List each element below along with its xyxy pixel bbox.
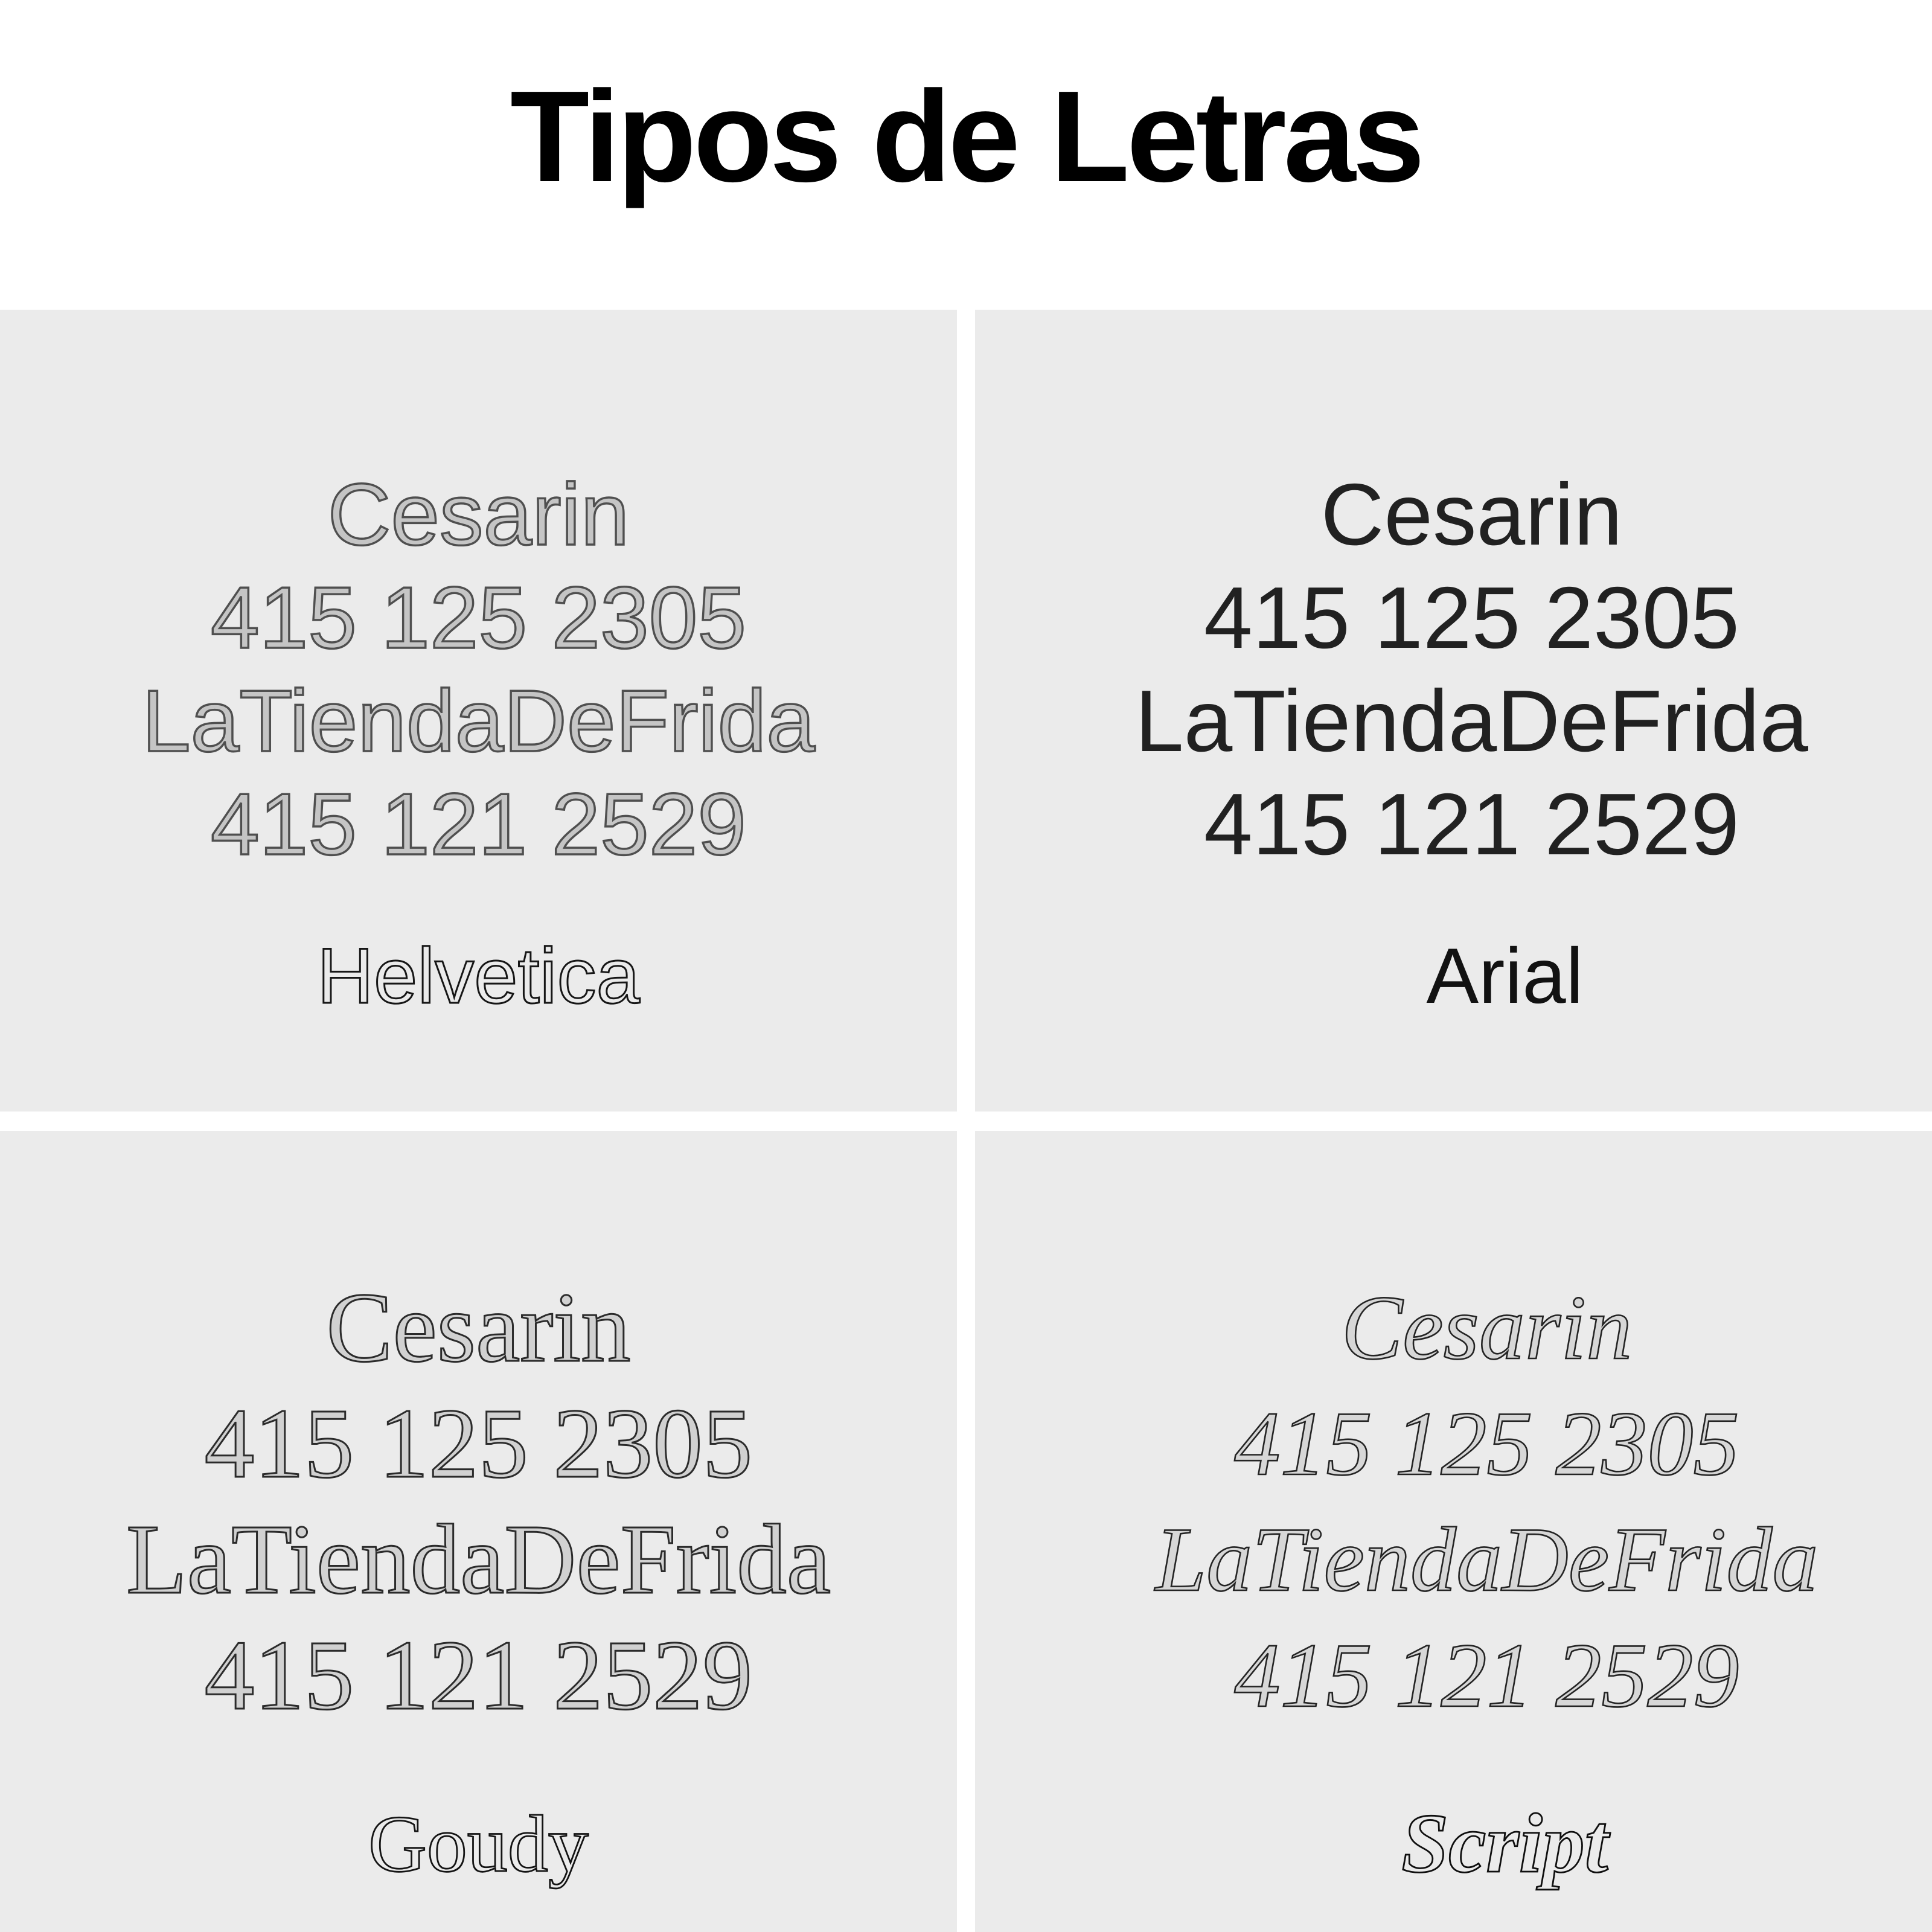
font-name-label-arial: Arial (1426, 932, 1584, 1020)
sample-line: LaTiendaDeFrida (142, 672, 815, 770)
sample-line: Cesarin (1341, 1277, 1633, 1378)
sample-line: 415 121 2529 (1234, 1625, 1739, 1726)
font-sample-panel-helvetica (0, 310, 957, 1112)
sample-text-block (993, 310, 1932, 876)
sample-line: 415 125 2305 (1234, 1393, 1739, 1494)
page-title: Tipos de Letras (510, 63, 1422, 209)
font-sample-panel-script (975, 1131, 1932, 1932)
sample-line: LaTiendaDeFrida (126, 1504, 831, 1614)
sample-line: LaTiendaDeFrida (1135, 672, 1808, 770)
sample-line: 415 125 2305 (1204, 569, 1739, 667)
sample-line: 415 125 2305 (211, 569, 746, 667)
sample-text-block (0, 1131, 957, 1733)
sample-text-block (0, 310, 957, 876)
sample-line: Cesarin (326, 1272, 631, 1383)
sample-line: Cesarin (1320, 465, 1623, 563)
font-sample-grid (0, 310, 1932, 1932)
header (0, 0, 1932, 310)
font-name-label-goudy: Goudy (368, 1799, 589, 1889)
sample-line: LaTiendaDeFrida (1155, 1509, 1818, 1610)
font-name-label-script: Script (1401, 1797, 1608, 1890)
sample-line: Cesarin (327, 465, 630, 563)
sample-line: 415 121 2529 (204, 1620, 753, 1730)
font-name-label-helvetica: Helvetica (317, 932, 640, 1020)
sample-line: 415 125 2305 (204, 1388, 753, 1499)
sample-line: 415 121 2529 (211, 775, 746, 873)
font-sample-panel-goudy (0, 1131, 957, 1932)
sample-line: 415 121 2529 (1204, 775, 1739, 873)
sample-text-block (1008, 1131, 1932, 1733)
font-sample-panel-arial (975, 310, 1932, 1112)
